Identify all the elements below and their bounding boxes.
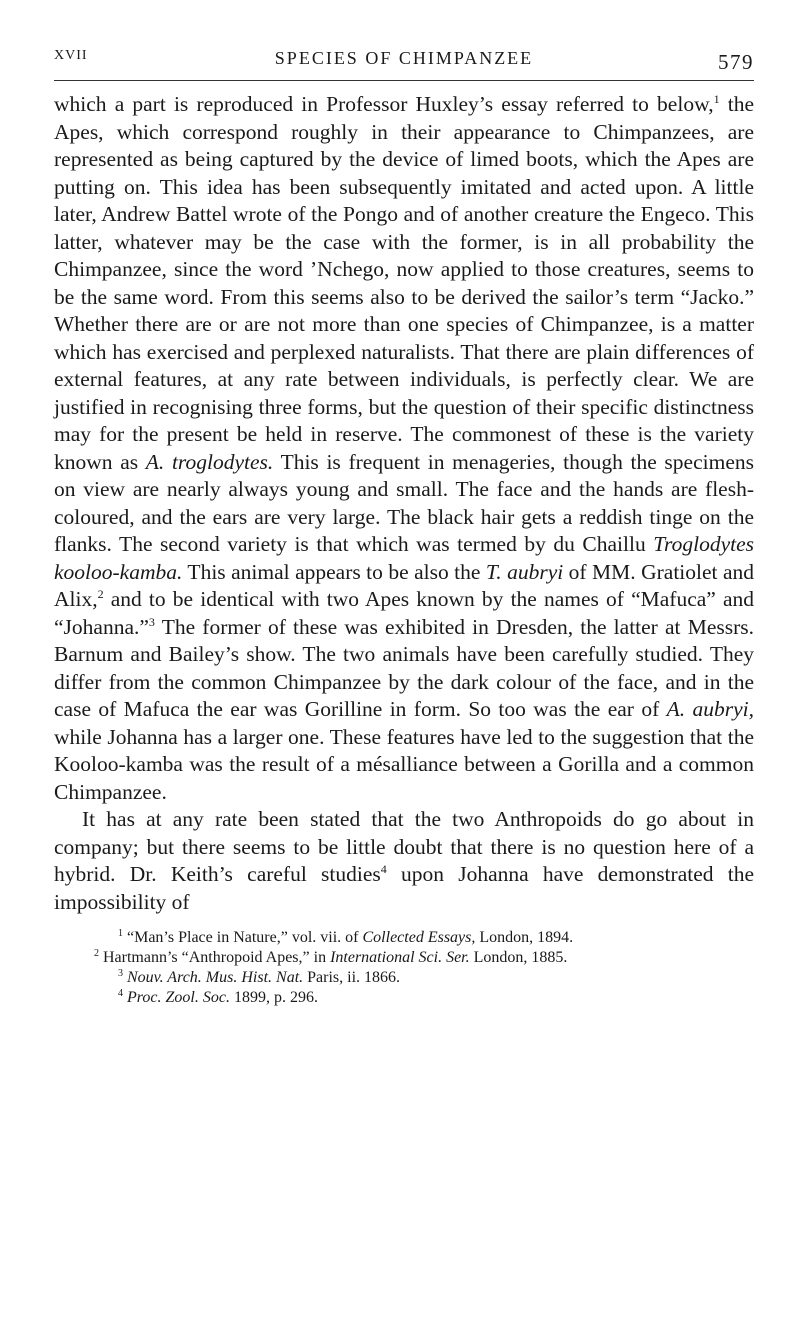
text-run: This is frequent in menageries, though the specimens on view are nearly always young and small. The face and the hands are flesh-coloured, and the ears are very large. The black hair gets a reddish tinge on the flanks. The second variety is that which was termed by du Chaillu (54, 449, 754, 556)
footnote-ref-2: 2 (97, 587, 104, 601)
page-number: 579 (718, 50, 754, 74)
footnote-text: 1899, p. 296. (229, 989, 318, 1006)
footnotes (54, 928, 754, 1008)
species-name: A. aubryi, (666, 697, 754, 721)
footnote-ref-3: 3 (148, 614, 155, 629)
species-name: Troglodytes kooloo-kamba. (54, 532, 754, 584)
footnote-title: Nouv. Arch. Mus. Hist. Nat. (127, 969, 304, 986)
text-run: and to be identical with two Apes known by the names of “Mafuca” and “Johanna.” (54, 587, 754, 639)
footnote-4 (54, 988, 754, 1008)
footnote-ref-1: 1 (713, 92, 720, 106)
text-run: the Apes, which correspond roughly in their appearance to Chimpanzees, are represented as being captured by the device of limed boots, which the Apes are putting on. This idea has been subsequently imitated and acted upon. A little later, Andrew Battel wrote of the Pongo and of another creature the Engeco. This latter, whatever may be the case with the former, is in all probability the Chimpanzee, since the word ’Nchego, now applied to those creatures, seems to be the same word. From this seems also to be derived the sailor’s term “Jacko.” Whether there are or are not more than one species of Chimpanzee, is a matter which has exercised and perplexed naturalists. That there are plain differences of external features, at any rate between individuals, is perfectly clear. We are justified in recognising three forms, but the question of their specific distinctness may for the present be held in reserve. The commonest of these is the variety known as (54, 92, 754, 474)
species-name: A. troglodytes. (145, 449, 274, 474)
footnote-text: Paris, ii. 1866. (303, 969, 401, 986)
footnote-title: Collected Essays, (362, 929, 476, 946)
body-text (54, 91, 754, 916)
footnote-text: London, 1894. (475, 929, 574, 946)
text-run: It has at any rate been stated that the two Anthropoids do go about in company; but there seems to be little doubt that there is no question here of a hybrid. Dr. Keith’s careful studies (54, 807, 754, 886)
footnote-ref-4: 4 (380, 862, 387, 876)
text-run: of MM. Gratiolet and Alix, (54, 559, 754, 611)
text-run: while Johanna has a larger one. These features have led to the suggestion that the Kooloo-kamba was the result of a mésalliance between a Gorilla and a common Chimpanzee. (54, 724, 754, 804)
book-page (54, 48, 754, 1008)
running-title: SPECIES OF CHIMPANZEE (274, 48, 534, 68)
text-run: upon Johanna have demonstrated the impossibility of (54, 862, 754, 914)
footnote-text: “Man’s Place in Nature,” vol. vii. of (123, 929, 363, 946)
text-run: This animal appears to be also the (182, 559, 486, 584)
paragraph-2 (54, 806, 754, 916)
footnote-title: International Sci. Ser. (330, 949, 470, 966)
footnote-text: London, 1885. (469, 949, 568, 966)
paragraph-1 (54, 91, 754, 806)
chapter-number: XVII (54, 48, 88, 63)
running-head (54, 48, 754, 78)
footnote-mark: 3 (118, 968, 123, 979)
footnote-3 (54, 968, 754, 988)
text-run: The former of these was exhibited in Dresden, the latter at Messrs. Barnum and Bailey’s show. The two animals have been carefully studied. They differ from the common Chimpanzee by the dark colour of the face, and in the case of Mafuca the ear was Gorilline in form. So too was the ear of (54, 614, 754, 721)
footnote-mark: 1 (118, 928, 123, 939)
footnote-mark: 2 (94, 948, 99, 959)
footnote-title: Proc. Zool. Soc. (127, 989, 230, 1006)
footnote-1 (54, 928, 754, 948)
header-rule (54, 80, 754, 81)
text-run: which a part is reproduced in Professor Huxley’s essay referred to below, (54, 92, 714, 116)
species-name: T. aubryi (485, 559, 564, 584)
footnote-mark: 4 (118, 988, 123, 999)
footnote-2 (54, 948, 754, 968)
footnote-text: Hartmann’s “Anthropoid Apes,” in (99, 949, 331, 966)
